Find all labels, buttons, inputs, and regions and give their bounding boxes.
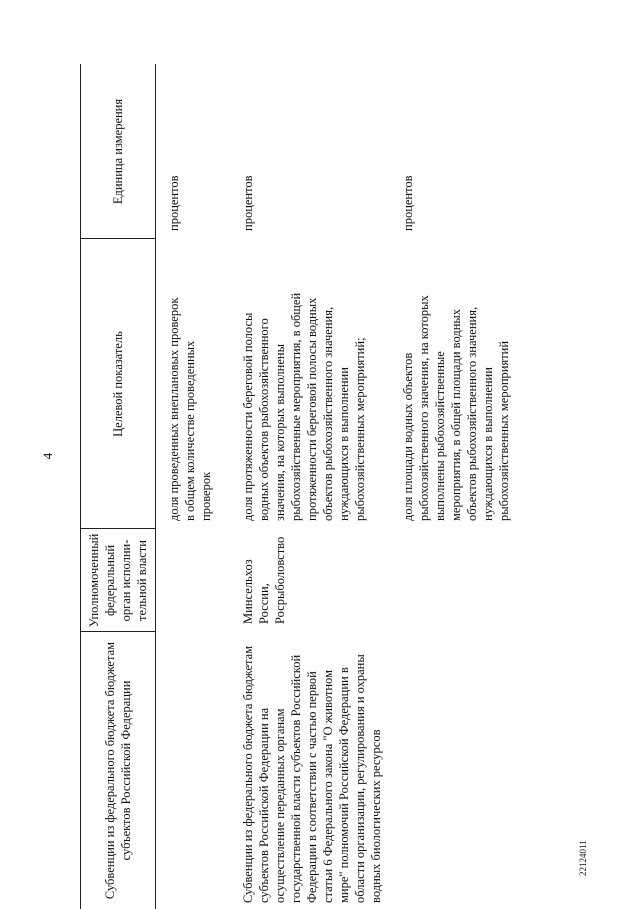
page-number: 4 [40, 452, 55, 460]
row-1-indicator: доля проведенных внеплановых проверок в общем количестве проведенных проверок [167, 297, 213, 521]
document-code: 22124011 [578, 840, 588, 876]
header-authority: Уполномоченный федеральный орган исполни-тельной власти [86, 533, 149, 628]
row-3-unit: процентов [401, 175, 415, 231]
header-indicator: Целевой показатель [110, 331, 125, 437]
row-3-indicator: доля площади водных объектов рыбохозяйственного значения, на которых выполнены рыбохозяйственные мероприятия, в общей площади водных объектов рыбохозяйственного значения, нуждающихся в выполнении рыбохозяйственных мероприятий [401, 295, 511, 521]
row-2-authority: Минсельхоз России, Росрыболовство [241, 536, 287, 624]
row-1-unit: процентов [167, 175, 181, 231]
header-unit: Единица измерения [110, 98, 125, 205]
table-header-rule [155, 64, 156, 909]
rotated-table [80, 64, 560, 909]
header-subsidy: Субвенции из федерального бюджета бюджетам субъектов Российской Федерации [102, 641, 133, 900]
row-2-unit: процентов [241, 175, 255, 231]
row-2-indicator: доля протяженности береговой полосы водных объектов рыбохозяйственного значения, на которых выполнены рыбохозяйственные мероприятия, в общей протяженности береговой полосы водных объектов рыбохозяйственного значения, нуждающихся в выполнении рыбохозяйственных мероприятий; [241, 292, 367, 521]
row-2-subsidy: Субвенции из федерального бюджета бюджетам субъектов Российской Федерации на осуществление переданных органам государственной власти субъектов Российской Федерации в соответствии с частью первой статьи 6 Федерального закона "О животном мире" полномочий Российской Федерации в области организации, регулирования и охраны водных биологических ресурсов [241, 645, 383, 903]
